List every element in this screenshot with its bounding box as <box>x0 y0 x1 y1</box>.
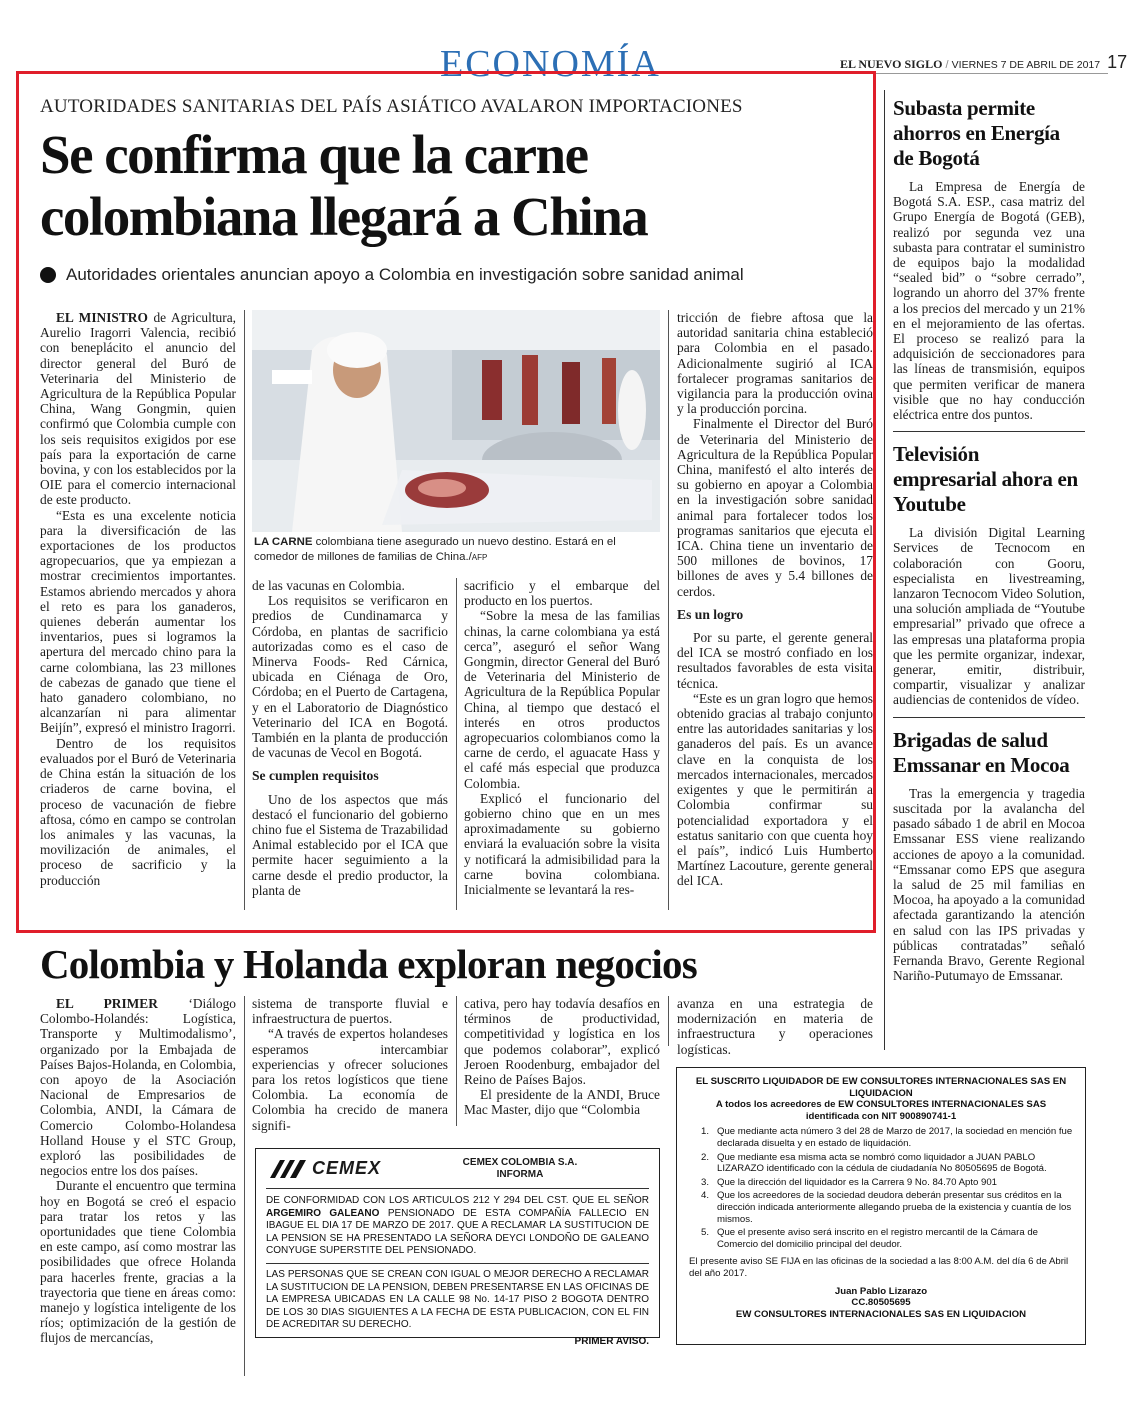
ew-ad <box>676 1067 1086 1345</box>
photo-caption: LA CARNE colombiana tiene asegurado un nuevo destino. Estará en el comedor de millones de familias de China./AFP <box>254 536 616 563</box>
ew-list-item <box>689 1126 1073 1149</box>
paragraph: Uno de los aspectos que más destacó el funcionario del gobierno chino fue el Sistema de Trazabilidad Animal establecido por el ICA que permite hacer seguimiento a la carne desde el predio productor, la planta de <box>252 791 448 898</box>
paragraph: cativa, pero hay todavía desafíos en términos de productividad, competitividad y logística en los que podemos colaborar”, explicó Jeroen Roodenburg, embajador del Reino de Países Bajos. <box>464 996 660 1088</box>
column-rule <box>244 310 245 910</box>
kicker: AUTORIDADES SANITARIAS DEL PAÍS ASIÁTICO AVALARON IMPORTACIONES <box>40 96 743 117</box>
ew-sign-company: EW CONSULTORES INTERNACIONALES SAS EN LIQUIDACION <box>735 1308 1027 1320</box>
cemex-logo: CEMEX <box>266 1158 391 1180</box>
ew-item-number: 2. <box>700 1151 709 1163</box>
column-rule <box>244 996 245 1376</box>
ew-closing: El presente aviso SE FIJA en las oficinas de la sociedad a las 8:00 A.M. del día 6 de Abril del año 2017. <box>689 1256 1069 1279</box>
sidebar-divider <box>893 717 1085 718</box>
ew-items <box>689 1126 1073 1250</box>
paragraph: Los requisitos se verificaron en predios de Cundinamarca y Córdoba, en plantas de sacrificio autorizadas como es el caso de Minerva Foods- Red Cárnica, ubicada en Ciénaga de Oro, Córdoba; en el Puerto de Cartagena, y en el Laboratorio de Diagnóstico Veterinario del ICA en Bogotá. También en la planta de producción de vacunas de Vecol en Bogotá. <box>252 593 448 761</box>
paragraph: tricción de fiebre aftosa que la autoridad sanitaria china estableció para Colombia en el pasado. Adicionalmente sugirió al ICA fortalecer programas sanitarios de vigilancia para la producción ovina y la producción porcina. <box>677 310 873 417</box>
ew-item-text: Que el presente aviso será inscrito en el registro mercantil de la Cámara de Comercio del domicilio principal del deudor. <box>717 1227 1039 1250</box>
second-column-3 <box>464 996 660 1118</box>
news-photo <box>252 310 660 532</box>
paragraph: El presidente de la ANDI, Bruce Mac Master, dijo que “Colombia <box>464 1087 660 1118</box>
bullet-icon <box>40 267 56 283</box>
ew-sign-cc: CC.80505695 <box>851 1297 911 1309</box>
ew-item-number: 4. <box>700 1190 709 1202</box>
paragraph: avanza en una estrategia de modernización en materia de infraestructura y operaciones logísticas. <box>677 996 873 1057</box>
ew-item-text: Que mediante acta número 3 del 28 de Marzo de 2017, la sociedad en mención fue declarada disuelta y en estado de liquidación. <box>717 1126 1073 1149</box>
sidebar-paragraph: La Empresa de Energía de Bogotá S.A. ESP., casa matriz del Grupo Energía de Bogotá (GEB), realizó por segunda vez una subasta para contratar el suministro de equipos bajo la modalidad “sealed bid” o “sobre cerrado”, logrando un ahorro del 37% frente a los precios del mercado y un 21% en el mejoramiento de las ofertas. El proceso se realizó para la adquisición de seccionadores para las líneas de transmisión, equipos que permiten verificar de manera visible que no hay conducción eléctrica entre dos puntos. <box>893 179 1085 423</box>
ew-sign-name: Juan Pablo Lizarazo <box>834 1285 928 1297</box>
meat-processing-illustration <box>252 310 660 532</box>
lead-in: EL PRIMER <box>56 996 158 1011</box>
paragraph: “A través de expertos holandeses esperamos intercambiar experiencias y ofrecer soluciones para los retos logísticos que tiene Colombia. La economía de Colombia ha crecido de manera signifi- <box>252 1026 448 1133</box>
subheading: Se cumplen requisitos <box>252 768 379 784</box>
column-rule <box>668 310 669 910</box>
ew-nit: identificada con NIT 900890741-1 <box>805 1110 957 1122</box>
cemex-notice-p1: DE CONFORMIDAD CON LOS ARTICULOS 212 Y 294 DEL CST. QUE EL SEÑOR ARGEMIRO GALEANO PENSIONADO DE ESTA COMPAÑÍA FALLECIO EN IBAGUE EL DIA 17 DE MARZO DE 2017. QUE A RECLAMAR LA SUSTITUCION DE LA PENSION SE HA PRESENTADO LA SEÑORA DEYCI LONDOÑO DE GALEANO CONYUGE SUPERSTITE DEL PENSIONADO. <box>266 1195 649 1257</box>
section-title: ECONOMÍA <box>440 43 661 85</box>
paragraph: Durante el encuentro que termina hoy en Bogotá se creó el espacio para tratar los retos y las oportunidades que tiene Colombia en este campo, así como mostrar las posibilidades que ofrece Holanda para hacerles frente, gracias a la trayectoria que tiene en áreas como: manejo y logística inteligente de los ríos; optimización de la gestión de flujos de mercancías, <box>40 1178 236 1346</box>
paragraph: Explicó el funcionario del gobierno chino que en un mes aproximadamente su gobierno enviará la evaluación sobre la visita y notificará la admisibilidad para la carne bovina colombiana. Inicialmente se levantará la res- <box>464 790 660 898</box>
paragraph: Por su parte, el gerente general del ICA se mostró confiado en los resultados favorables de esta visita técnica. <box>677 630 873 691</box>
main-column-3 <box>464 578 660 897</box>
headline-line-2: colombiana llegará a China <box>40 186 648 247</box>
ew-item-text: Que la dirección del liquidador es la Carrera 9 No. 84.70 Apto 901 <box>717 1176 997 1188</box>
ew-list-item <box>689 1152 1073 1175</box>
second-headline: Colombia y Holanda exploran negocios <box>40 941 697 987</box>
paragraph: sacrificio y el embarque del producto en los puertos. <box>464 578 660 609</box>
paragraph: de las vacunas en Colombia. <box>252 578 405 593</box>
paragraph: “Esta es una excelente noticia para la diversificación de las exportaciones de los productos agropecuarios, que ya empiezan a mostrar crecimientos importantes. Estamos abriendo mercados y ahora el reto es para los ganaderos, quienes deberán aumentar los inventarios, pues si logramos la apertura del mercado chino para la carne colombiana, las 23 millones de cabezas de ganado que tiene el hato ganadero colombiano, no alcanzarían ni para alimentar Beijín”, expresó el ministro Iragorri. <box>40 507 236 736</box>
sidebar-divider <box>893 431 1085 432</box>
ew-title: EL SUSCRITO LIQUIDADOR DE EW CONSULTORES INTERNACIONALES SAS EN LIQUIDACION <box>695 1076 1067 1099</box>
ew-list-item <box>689 1190 1073 1225</box>
paper-name: EL NUEVO SIGLO <box>840 57 943 71</box>
photo-credit: AFP <box>471 552 488 562</box>
subheading: Es un logro <box>677 606 744 622</box>
paragraph: sistema de transporte fluvial e infraestructura de puertos. <box>252 996 448 1027</box>
ew-item-text: Que los acreedores de la sociedad deudora deberán presentar sus créditos en la dirección indicada anteriormente allegando prueba de la existencia y cuantía de los mismos. <box>717 1190 1072 1225</box>
ew-subtitle: A todos los acreedores de EW CONSULTORES INTERNACIONALES SAS <box>715 1099 1047 1111</box>
lead-in: EL MINISTRO <box>56 310 148 325</box>
issue-date: VIERNES 7 DE ABRIL DE 2017 <box>951 59 1101 71</box>
ew-list-item <box>689 1177 1073 1189</box>
cemex-logo-icon <box>266 1158 310 1180</box>
sidebar-headline-1: Subasta permite ahorros en Energía de Bogotá <box>893 96 1060 170</box>
paragraph: Finalmente el Director del Buró de Veterinaria del Ministerio de Agricultura de la República Popular China, manifestó el alto interés de su gobierno en apoyar a Colombia en la investigación sobre sanidad animal para fortalecer todos los programas sanitarios que ejecuta el ICA. China tiene un inventario de 500 millones de bovinos, 17 billones de aves y 5.4 billones de cerdos. <box>677 416 873 599</box>
column-rule <box>668 996 669 1046</box>
masthead-info: EL NUEVO SIGLO / VIERNES 7 DE ABRIL DE 2017 17 <box>840 52 1127 72</box>
column-rule <box>456 578 457 910</box>
ew-item-number: 1. <box>700 1126 709 1138</box>
ew-list-item <box>689 1227 1073 1250</box>
main-column-4 <box>677 310 873 889</box>
cemex-ad: CEMEX CEMEX COLOMBIA S.A. INFORMA DE CONFORMIDAD CON LOS ARTICULOS 212 Y 294 DEL CST. QUE EL SEÑOR ARGEMIRO GALEANO PENSIONADO DE ESTA COMPAÑÍA FALLECIO EN IBAGUE EL DIA 17 DE MARZO DE 2017. QUE A RECLAMAR LA SUSTITUCION DE LA PENSION SE HA PRESENTADO LA SEÑORA DEYCI LONDOÑO DE GALEANO CONYUGE SUPERSTITE DEL PENSIONADO. LAS PERSONAS QUE SE CREAN CON IGUAL O MEJOR DERECHO A RECLAMAR LA SUSTITUCION DE LA PENSION, DEBEN PRESENTARSE EN LAS OFICINAS DE LA EMPRESA UBICADAS EN LA CALLE 98 No. 14-17 PISO 2 BOGOTA DENTRO DE LOS 30 DIAS SIGUIENTES A LA FECHA DE ESTA PUBLICACION, CON EL FIN DE ACREDITAR SU DERECHO. PRIMER AVISO. <box>255 1148 660 1338</box>
sidebar-headline-2: Televisión empresarial ahora en Youtube <box>893 442 1078 517</box>
sidebar-headline-3: Brigadas de salud Emssanar en Mocoa <box>893 727 1070 777</box>
sidebar-rule <box>884 90 885 1050</box>
sidebar-paragraph: La división Digital Learning Services de Tecnocom en colaboración con Gooru, especialista en livestreaming, lanzaron Tecnocom Video Solution, una solución ampliada de “Youtube empresarial” privado que ofrece a las empresas una plataforma propia que les permite organizar, indexar, generar, emitir, distribuir, compartir, visualizar y analizar audiencias de contenidos de vídeo. <box>893 525 1085 708</box>
second-column-2 <box>252 996 448 1133</box>
sidebar-paragraph: Tras la emergencia y tragedia suscitada por la avalancha del pasado sábado 1 de abril en Mocoa Emssanar ESS viene realizando acciones de apoyo a la comunidad. “Emssanar como EPS que asegura la salud de 25 mil familias en Mocoa, ha apoyado a la comunidad afectada garantizando la atención en salud con las IPS privadas y públicas contratadas” señaló Fernanda Bravo, Gerente Regional Nariño-Putumayo de Emssanar. <box>893 785 1085 984</box>
ew-item-number: 3. <box>700 1176 709 1188</box>
subhead: Autoridades orientales anuncian apoyo a Colombia en investigación sobre sanidad animal <box>40 265 870 285</box>
cemex-notice-p2: LAS PERSONAS QUE SE CREAN CON IGUAL O MEJOR DERECHO A RECLAMAR LA SUSTITUCION DE LA PENSION, DEBEN PRESENTARSE EN LAS OFICINAS DE LA EMPRESA UBICADAS EN LA CALLE 98 No. 14-17 PISO 2 BOGOTA DENTRO DE LOS 30 DIAS SIGUIENTES A LA FECHA DE ESTA PUBLICACION, CON EL FIN DE ACREDITAR SU DERECHO. <box>266 1268 649 1331</box>
paragraph: “Este es un gran logro que hemos obtenido gracias al trabajo conjunto entre las autoridades sanitarias y los ganaderos del país. Es un avance clave en la conquista de los mercados internacionales, mercados exigentes y que le permitirán a Colombia confirmar su potencialidad exportadora y el estatus sanitario con que cuenta hoy el país”, indicó Luis Humberto Martínez Lacouture, gerente general del ICA. <box>677 690 873 889</box>
second-column-4 <box>677 996 873 1057</box>
headline <box>40 124 870 248</box>
page-number: 17 <box>1107 52 1127 72</box>
second-column-1: EL PRIMER ‘Diálogo Colombo-Holandés: Logística, Transporte y Multimodalismo’, organizado por la Embajada de Países Bajos-Holanda, en Colombia, con apoyo de la Asociación Nacional de Empresarios de Colombia, ANDI, la Cámara de Comercio Colombo-Holandesa Holland House y el STC Group, exploró las posibilidades de negocios entre los dos países. Durante el encuentro que termina hoy en Bogotá se creó el espacio para tratar los retos y las oportunidades que tiene Colombia en este campo, así como mostrar las posibilidades que ofrece Holanda para hacerles frente, gracias a la trayectoria que tiene en áreas como: manejo y logística inteligente de los ríos; optimización de la gestión de flujos de mercancías, <box>40 996 236 1346</box>
headline-line-1: Se confirma que la carne <box>40 124 588 185</box>
sidebar <box>893 96 1085 983</box>
paragraph: “Sobre la mesa de las familias chinas, la carne colombiana ya está cerca”, aseguró el señor Wang Gongmin, director General del Buró de Veterinaria del Ministerio de Agricultura de la República Popular China, al tiempo que destacó el interés en otros productos agropecuarios colombianos como la carne de cerdo, el aguacate Hass y el café más especial que produzca Colombia. <box>464 608 660 791</box>
ew-item-number: 5. <box>700 1227 709 1239</box>
cemex-footer: PRIMER AVISO. <box>574 1335 649 1347</box>
cemex-divider <box>266 1263 649 1264</box>
paragraph: Dentro de los requisitos evaluados por el Buró de Veterinaria de China están la situación de los criaderos de carne bovina, el proceso de vacunación de fiebre aftosa, cómo en campo se controlan los animales y las vacunas, la movilización de animales, el proceso de sacrificio y la producción <box>40 735 236 888</box>
column-rule <box>456 996 457 1126</box>
main-column-1: EL MINISTRO de Agricultura, Aurelio Iragorri Valencia, recibió con beneplácito el anuncio del director general del Buró de Veterinaria del Ministerio de Agricultura de la República Popular China, Wang Gongmin, quien confirmó que Colombia cumple con los seis requisitos exigidos por ese país para la exportación de carne bovina, y con los establecidos por la OIE para el comercio internacional de este producto. “Esta es una excelente noticia para la diversificación de las exportaciones de los productos agropecuarios, que ya empiezan a mostrar crecimientos importantes. Estamos abriendo mercados y ahora el reto es para los ganaderos, quienes deberán aumentar los inventarios, pues si logramos la apertura del mercado chino para la carne colombiana, las 23 millones de cabezas de ganado que tiene el hato ganadero colombiano, no alcanzarían ni para alimentar Beijín”, expresó el ministro Iragorri. Dentro de los requisitos evaluados por el Buró de Veterinaria de China están la situación de los criaderos de carne bovina, el proceso de vacunación de fiebre aftosa, cómo en campo se controlan los animales y las vacunas, la movilización de animales, el proceso de sacrificio y la producción <box>40 310 236 888</box>
ew-item-text: Que mediante esa misma acta se nombró como liquidador a JUAN PABLO LIZARAZO identificado con la cédula de ciudadanía No 80505695 de Bogotá. <box>717 1151 1047 1175</box>
main-column-2 <box>252 578 448 898</box>
